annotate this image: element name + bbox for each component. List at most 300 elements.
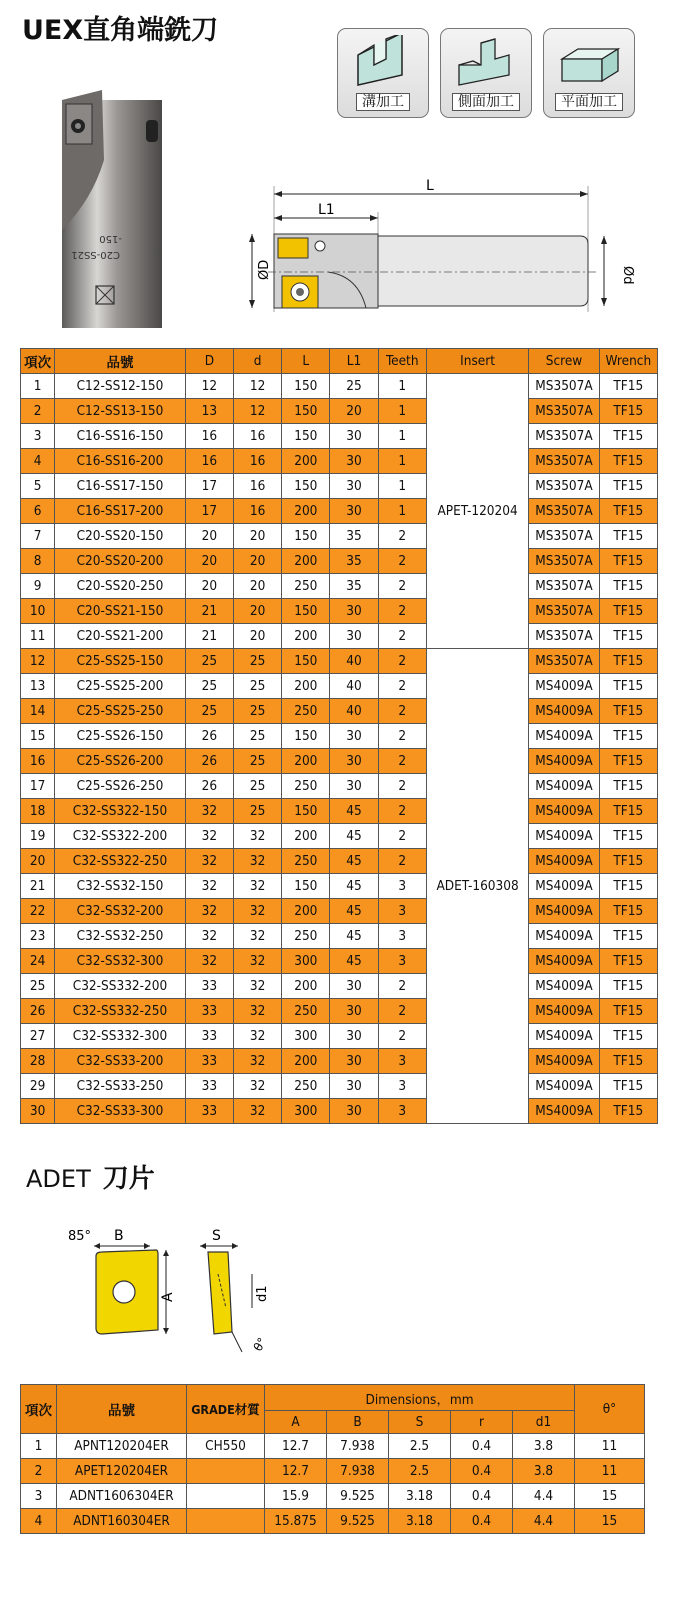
table-cell: 150	[282, 599, 330, 624]
table-row	[21, 1074, 658, 1099]
insert-group-cell: APET-120204	[426, 374, 528, 649]
header-cell: Teeth	[378, 349, 426, 374]
table-cell: 4.4	[513, 1509, 575, 1534]
photo-code: C20-SS21	[71, 249, 120, 260]
table-cell: 9	[21, 574, 55, 599]
table-cell: MS3507A	[529, 574, 599, 599]
header-cell: 品號	[55, 349, 186, 374]
table-cell: 30	[330, 474, 378, 499]
shoulder-icon	[453, 35, 519, 93]
table-cell: 250	[282, 924, 330, 949]
table-cell: 16	[185, 449, 233, 474]
table-cell: 0.4	[451, 1434, 513, 1459]
table-cell: 2	[378, 599, 426, 624]
table-cell: TF15	[599, 699, 657, 724]
table-cell: C20-SS21-200	[55, 624, 186, 649]
table-cell: 32	[185, 824, 233, 849]
table-cell: 32	[233, 874, 281, 899]
table-cell: 250	[282, 999, 330, 1024]
table-cell: C32-SS32-250	[55, 924, 186, 949]
table-cell: 200	[282, 499, 330, 524]
table-cell: MS3507A	[529, 399, 599, 424]
table-cell: 150	[282, 724, 330, 749]
table-row	[21, 674, 658, 699]
table-cell: 17	[185, 474, 233, 499]
table-cell: 1	[378, 399, 426, 424]
slot-icon	[350, 35, 416, 93]
table-cell: 2	[378, 724, 426, 749]
table-cell: 18	[21, 799, 55, 824]
table-cell: 16	[185, 424, 233, 449]
table-cell: MS4009A	[529, 1099, 599, 1124]
table-row	[21, 624, 658, 649]
table-cell: 8	[21, 549, 55, 574]
table-cell: TF15	[599, 524, 657, 549]
table-cell: 25	[185, 699, 233, 724]
table-cell: 9.525	[327, 1509, 389, 1534]
table-cell: 32	[233, 974, 281, 999]
table-cell: 200	[282, 674, 330, 699]
table-cell: 150	[282, 799, 330, 824]
table-cell: 33	[185, 999, 233, 1024]
table-cell	[187, 1459, 265, 1484]
insert-dim-theta: θ°	[250, 1335, 270, 1354]
table-cell: 15.875	[265, 1509, 327, 1534]
table-cell: 32	[185, 849, 233, 874]
table-row	[21, 999, 658, 1024]
table-cell: 2	[378, 699, 426, 724]
table-cell: 16	[21, 749, 55, 774]
table-cell: 32	[233, 824, 281, 849]
table-cell: 1	[378, 499, 426, 524]
table-cell: 200	[282, 824, 330, 849]
table-row	[21, 599, 658, 624]
table-cell: 33	[185, 1049, 233, 1074]
table-cell: 6	[21, 499, 55, 524]
table-cell: C16-SS16-200	[55, 449, 186, 474]
table-cell: 11	[575, 1459, 645, 1484]
table-cell: 150	[282, 424, 330, 449]
table-cell: 150	[282, 474, 330, 499]
table-cell: 25	[233, 724, 281, 749]
table-cell: C32-SS33-200	[55, 1049, 186, 1074]
header-cell: L	[282, 349, 330, 374]
insert-header-row	[21, 1385, 645, 1411]
table-row	[21, 424, 658, 449]
table-cell: MS4009A	[529, 1024, 599, 1049]
table-cell: 30	[330, 499, 378, 524]
operation-label: 側面加工	[452, 93, 520, 111]
table-cell: TF15	[599, 399, 657, 424]
insert-dim-d1: d1	[255, 1285, 270, 1302]
table-cell: 25	[185, 649, 233, 674]
operation-shoulder	[440, 28, 532, 118]
table-row	[21, 1099, 658, 1124]
table-row	[21, 874, 658, 899]
table-row	[21, 1049, 658, 1074]
table-cell: 25	[185, 674, 233, 699]
table-cell: 11	[575, 1434, 645, 1459]
table-cell: C20-SS20-250	[55, 574, 186, 599]
table-cell: 25	[330, 374, 378, 399]
header-cell: d1	[513, 1411, 575, 1434]
table-cell: 45	[330, 824, 378, 849]
table-cell: C32-SS322-200	[55, 824, 186, 849]
table-cell: 25	[233, 749, 281, 774]
table-cell: 15	[575, 1509, 645, 1534]
table-cell: 4	[21, 449, 55, 474]
table-cell: 30	[330, 1074, 378, 1099]
table-cell: 20	[233, 624, 281, 649]
table-row	[21, 499, 658, 524]
table-cell: 3.8	[513, 1459, 575, 1484]
table-cell: 250	[282, 574, 330, 599]
table-cell: APNT120204ER	[57, 1434, 187, 1459]
table-row	[21, 549, 658, 574]
table-cell: TF15	[599, 649, 657, 674]
table-cell: C20-SS20-200	[55, 549, 186, 574]
dim-L1: L1	[318, 202, 335, 218]
insert-section-suffix: 刀片	[102, 1164, 155, 1194]
table-cell: TF15	[599, 999, 657, 1024]
table-row	[21, 824, 658, 849]
table-cell: 32	[185, 874, 233, 899]
table-row	[21, 449, 658, 474]
table-cell: 1	[21, 1434, 57, 1459]
end-mill-photo	[62, 90, 162, 328]
table-cell: 0.4	[451, 1459, 513, 1484]
dim-d: Ød	[620, 266, 635, 285]
table-cell: MS4009A	[529, 849, 599, 874]
table-cell: 3	[378, 874, 426, 899]
table-cell: TF15	[599, 949, 657, 974]
table-cell: MS3507A	[529, 499, 599, 524]
table-cell: TF15	[599, 424, 657, 449]
table-cell: 16	[233, 424, 281, 449]
table-cell: 32	[233, 1099, 281, 1124]
table-cell: 25	[233, 649, 281, 674]
insert-row	[21, 1509, 645, 1534]
table-cell: MS3507A	[529, 524, 599, 549]
table-cell: TF15	[599, 749, 657, 774]
table-cell: 23	[21, 924, 55, 949]
table-cell: 25	[21, 974, 55, 999]
table-cell: 30	[330, 774, 378, 799]
table-cell: 30	[330, 724, 378, 749]
table-cell: 3.18	[389, 1484, 451, 1509]
table-cell: 32	[185, 924, 233, 949]
table-cell: 150	[282, 374, 330, 399]
table-cell: TF15	[599, 1099, 657, 1124]
table-cell: 2	[378, 974, 426, 999]
header-cell: D	[185, 349, 233, 374]
insert-dim-A: A	[160, 1292, 176, 1302]
table-cell: MS4009A	[529, 924, 599, 949]
table-cell: 45	[330, 924, 378, 949]
table-cell: 21	[21, 874, 55, 899]
table-cell: 2	[378, 999, 426, 1024]
table-cell: TF15	[599, 1049, 657, 1074]
table-cell: MS3507A	[529, 449, 599, 474]
table-cell: 32	[233, 949, 281, 974]
table-cell: 2	[378, 674, 426, 699]
table-cell: CH550	[187, 1434, 265, 1459]
table-cell: C12-SS13-150	[55, 399, 186, 424]
table-cell: TF15	[599, 624, 657, 649]
table-cell: 1	[378, 474, 426, 499]
table-cell: C32-SS32-300	[55, 949, 186, 974]
table-cell: 32	[233, 999, 281, 1024]
insert-row	[21, 1459, 645, 1484]
table-cell: 3	[378, 924, 426, 949]
table-cell: 200	[282, 749, 330, 774]
table-cell: TF15	[599, 1074, 657, 1099]
table-cell: MS3507A	[529, 599, 599, 624]
table-cell: C32-SS322-250	[55, 849, 186, 874]
table-row	[21, 724, 658, 749]
table-cell: TF15	[599, 599, 657, 624]
header-cell: S	[389, 1411, 451, 1434]
table-cell: 30	[330, 749, 378, 774]
table-cell: 150	[282, 399, 330, 424]
table-cell: TF15	[599, 574, 657, 599]
table-cell: TF15	[599, 499, 657, 524]
table-cell: TF15	[599, 824, 657, 849]
table-row	[21, 574, 658, 599]
table-cell: MS4009A	[529, 824, 599, 849]
table-cell: 7.938	[327, 1459, 389, 1484]
table-cell: C32-SS33-250	[55, 1074, 186, 1099]
table-cell: 14	[21, 699, 55, 724]
table-cell: 250	[282, 774, 330, 799]
table-cell: 7.938	[327, 1434, 389, 1459]
table-cell: C32-SS332-200	[55, 974, 186, 999]
table-cell: 20	[185, 524, 233, 549]
table-cell: TF15	[599, 674, 657, 699]
table-cell: 1	[21, 374, 55, 399]
insert-dim-S: S	[212, 1228, 221, 1244]
table-cell: MS4009A	[529, 774, 599, 799]
table-cell: 30	[330, 1099, 378, 1124]
table-cell: MS4009A	[529, 1074, 599, 1099]
table-cell: 12	[21, 649, 55, 674]
table-cell: 16	[233, 474, 281, 499]
table-cell: 12.7	[265, 1459, 327, 1484]
table-cell: 20	[185, 574, 233, 599]
table-cell: 3	[378, 949, 426, 974]
table-cell: 300	[282, 1099, 330, 1124]
table-cell: 21	[185, 624, 233, 649]
photo-length: -150	[99, 233, 122, 244]
table-cell: TF15	[599, 849, 657, 874]
table-cell: 15	[575, 1484, 645, 1509]
table-cell: 20	[233, 599, 281, 624]
table-cell: 26	[185, 749, 233, 774]
table-cell: 30	[330, 624, 378, 649]
table-cell: MS3507A	[529, 374, 599, 399]
table-cell: 200	[282, 899, 330, 924]
table-cell: 2.5	[389, 1434, 451, 1459]
table-cell: 45	[330, 899, 378, 924]
table-cell: 300	[282, 1024, 330, 1049]
insert-table	[20, 1384, 645, 1534]
table-cell: 15	[21, 724, 55, 749]
table-row	[21, 374, 658, 399]
table-cell: C32-SS332-300	[55, 1024, 186, 1049]
table-cell: 45	[330, 949, 378, 974]
table-cell: 3.8	[513, 1434, 575, 1459]
table-cell: 11	[21, 624, 55, 649]
table-cell: 12	[233, 399, 281, 424]
table-cell: 2	[378, 774, 426, 799]
header-cell: A	[265, 1411, 327, 1434]
table-cell: 26	[185, 774, 233, 799]
table-cell: 20	[233, 549, 281, 574]
table-row	[21, 849, 658, 874]
table-cell: C25-SS26-150	[55, 724, 186, 749]
table-cell: 4.4	[513, 1484, 575, 1509]
table-cell: 26	[21, 999, 55, 1024]
table-row	[21, 924, 658, 949]
table-cell: TF15	[599, 449, 657, 474]
table-cell: 1	[378, 424, 426, 449]
table-cell: 35	[330, 549, 378, 574]
table-cell: 150	[282, 524, 330, 549]
table-row	[21, 749, 658, 774]
table-cell: MS4009A	[529, 749, 599, 774]
table-cell: 33	[185, 1074, 233, 1099]
table-cell: TF15	[599, 1024, 657, 1049]
table-cell: 30	[330, 999, 378, 1024]
table-cell: C16-SS17-200	[55, 499, 186, 524]
face-icon	[556, 35, 622, 93]
table-cell: 30	[330, 599, 378, 624]
table-row	[21, 899, 658, 924]
table-cell: MS4009A	[529, 974, 599, 999]
table-cell: 7	[21, 524, 55, 549]
table-row	[21, 699, 658, 724]
table-row	[21, 399, 658, 424]
table-cell: C32-SS322-150	[55, 799, 186, 824]
table-cell: 1	[378, 374, 426, 399]
table-cell: 30	[330, 1024, 378, 1049]
table-cell	[187, 1484, 265, 1509]
table-cell: 300	[282, 949, 330, 974]
table-cell: 28	[21, 1049, 55, 1074]
dim-D: ØD	[257, 259, 272, 280]
table-cell: 45	[330, 874, 378, 899]
table-row	[21, 649, 658, 674]
header-cell: L1	[330, 349, 378, 374]
table-cell: MS4009A	[529, 899, 599, 924]
table-cell: 2	[378, 649, 426, 674]
table-cell: TF15	[599, 724, 657, 749]
header-cell: 項次	[21, 349, 55, 374]
header-cell: θ°	[575, 1385, 645, 1434]
table-cell: 250	[282, 699, 330, 724]
table-cell: 32	[233, 924, 281, 949]
table-cell: 25	[233, 674, 281, 699]
operation-label: 溝加工	[356, 93, 410, 111]
table-cell: 4	[21, 1509, 57, 1534]
table-cell: 10	[21, 599, 55, 624]
table-cell: C32-SS332-250	[55, 999, 186, 1024]
table-cell: 40	[330, 699, 378, 724]
table-cell: 20	[330, 399, 378, 424]
table-cell: MS3507A	[529, 424, 599, 449]
table-cell: 25	[233, 774, 281, 799]
table-cell: 150	[282, 649, 330, 674]
table-cell: 32	[233, 899, 281, 924]
table-cell: C20-SS20-150	[55, 524, 186, 549]
table-cell: 250	[282, 849, 330, 874]
table-cell: 15.9	[265, 1484, 327, 1509]
table-cell: TF15	[599, 374, 657, 399]
table-cell: MS4009A	[529, 674, 599, 699]
table-row	[21, 949, 658, 974]
table-cell: 2	[378, 849, 426, 874]
table-cell: 32	[185, 899, 233, 924]
table-cell: 250	[282, 1074, 330, 1099]
table-cell: MS4009A	[529, 949, 599, 974]
table-cell: C20-SS21-150	[55, 599, 186, 624]
table-cell: 25	[233, 799, 281, 824]
table-cell: 32	[233, 849, 281, 874]
insert-section-prefix: ADET	[26, 1165, 91, 1193]
table-cell: 150	[282, 874, 330, 899]
header-cell: Wrench	[599, 349, 657, 374]
table-cell: TF15	[599, 799, 657, 824]
table-cell: 3	[378, 899, 426, 924]
table-cell: 20	[233, 574, 281, 599]
table-cell: 13	[21, 674, 55, 699]
table-cell: 9.525	[327, 1484, 389, 1509]
table-cell: 5	[21, 474, 55, 499]
table-cell: 32	[233, 1049, 281, 1074]
table-cell: 3	[378, 1049, 426, 1074]
table-cell: 35	[330, 574, 378, 599]
table-cell: 0.4	[451, 1509, 513, 1534]
insert-angle: 85°	[68, 1229, 92, 1244]
table-cell: 20	[185, 549, 233, 574]
table-cell: 2	[378, 749, 426, 774]
header-cell: d	[233, 349, 281, 374]
table-cell: MS4009A	[529, 874, 599, 899]
table-cell: 35	[330, 524, 378, 549]
table-cell: C25-SS26-200	[55, 749, 186, 774]
header-cell: Screw	[529, 349, 599, 374]
header-cell: 品號	[57, 1385, 187, 1434]
table-cell: 200	[282, 624, 330, 649]
table-cell: 1	[378, 449, 426, 474]
table-cell: 200	[282, 449, 330, 474]
table-cell: TF15	[599, 774, 657, 799]
table-cell: ADNT1606304ER	[57, 1484, 187, 1509]
table-cell: TF15	[599, 974, 657, 999]
table-cell: 2	[378, 824, 426, 849]
table-cell: 3	[378, 1099, 426, 1124]
table-cell: MS4009A	[529, 724, 599, 749]
table-cell: 12	[233, 374, 281, 399]
table-cell: 30	[21, 1099, 55, 1124]
table-cell: 40	[330, 649, 378, 674]
table-cell: 17	[21, 774, 55, 799]
insert-row	[21, 1484, 645, 1509]
table-cell: 2	[21, 1459, 57, 1484]
table-cell: 2	[378, 799, 426, 824]
table-cell: 45	[330, 799, 378, 824]
table-cell: 30	[330, 974, 378, 999]
